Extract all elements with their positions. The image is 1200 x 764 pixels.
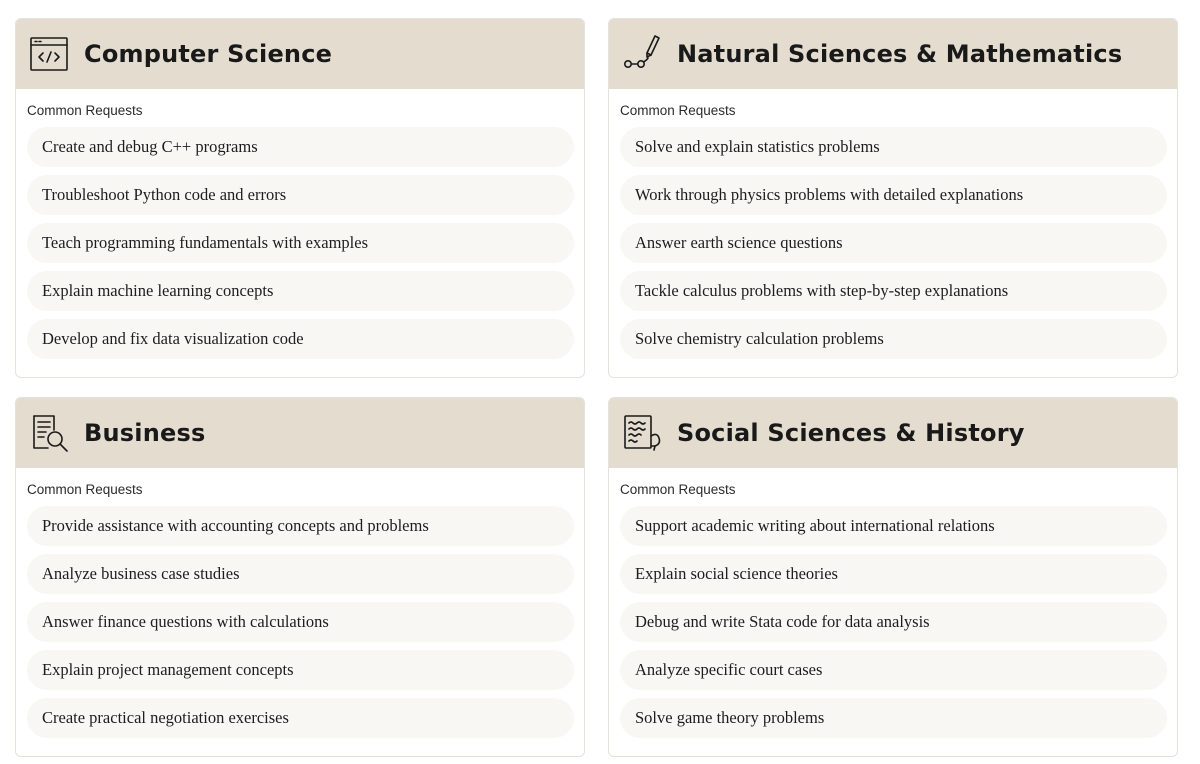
- request-item[interactable]: Troubleshoot Python code and errors: [27, 175, 574, 215]
- request-item[interactable]: Support academic writing about international relations: [620, 506, 1167, 546]
- document-writing-icon: [621, 412, 663, 454]
- common-requests-label: Common Requests: [620, 482, 736, 497]
- request-item[interactable]: Explain project management concepts: [27, 650, 574, 690]
- request-item[interactable]: Answer earth science questions: [620, 223, 1167, 263]
- request-item[interactable]: Solve chemistry calculation problems: [620, 319, 1167, 359]
- common-requests-label: Common Requests: [27, 482, 143, 497]
- card-header: [16, 19, 584, 89]
- request-item[interactable]: Analyze specific court cases: [620, 650, 1167, 690]
- card-computer-science: [15, 18, 585, 378]
- common-requests-label: Common Requests: [620, 103, 736, 118]
- common-requests-label: Common Requests: [27, 103, 143, 118]
- request-item[interactable]: Analyze business case studies: [27, 554, 574, 594]
- card-header: [609, 19, 1177, 89]
- card-title: Social Sciences & History: [677, 419, 1025, 447]
- request-item[interactable]: Explain social science theories: [620, 554, 1167, 594]
- card-social-sciences: [608, 397, 1178, 757]
- card-header: [16, 398, 584, 468]
- pencil-graph-icon: [621, 33, 663, 75]
- request-item[interactable]: Solve game theory problems: [620, 698, 1167, 738]
- card-business: [15, 397, 585, 757]
- card-natural-sciences: [608, 18, 1178, 378]
- request-item[interactable]: Tackle calculus problems with step-by-step explanations: [620, 271, 1167, 311]
- request-item[interactable]: Solve and explain statistics problems: [620, 127, 1167, 167]
- request-list: [609, 499, 1177, 738]
- request-list: [16, 120, 584, 359]
- request-item[interactable]: Work through physics problems with detailed explanations: [620, 175, 1167, 215]
- request-item[interactable]: Answer finance questions with calculations: [27, 602, 574, 642]
- request-item[interactable]: Develop and fix data visualization code: [27, 319, 574, 359]
- request-item[interactable]: Teach programming fundamentals with examples: [27, 223, 574, 263]
- request-list: [16, 499, 584, 738]
- request-item[interactable]: Explain machine learning concepts: [27, 271, 574, 311]
- document-magnifier-icon: [28, 412, 70, 454]
- card-title: Business: [84, 419, 206, 447]
- request-item[interactable]: Create practical negotiation exercises: [27, 698, 574, 738]
- code-window-icon: [28, 33, 70, 75]
- card-title: Computer Science: [84, 40, 333, 68]
- request-item[interactable]: Provide assistance with accounting concepts and problems: [27, 506, 574, 546]
- request-list: [609, 120, 1177, 359]
- card-title: Natural Sciences & Mathematics: [677, 40, 1123, 68]
- request-item[interactable]: Debug and write Stata code for data analysis: [620, 602, 1167, 642]
- request-item[interactable]: Create and debug C++ programs: [27, 127, 574, 167]
- card-header: [609, 398, 1177, 468]
